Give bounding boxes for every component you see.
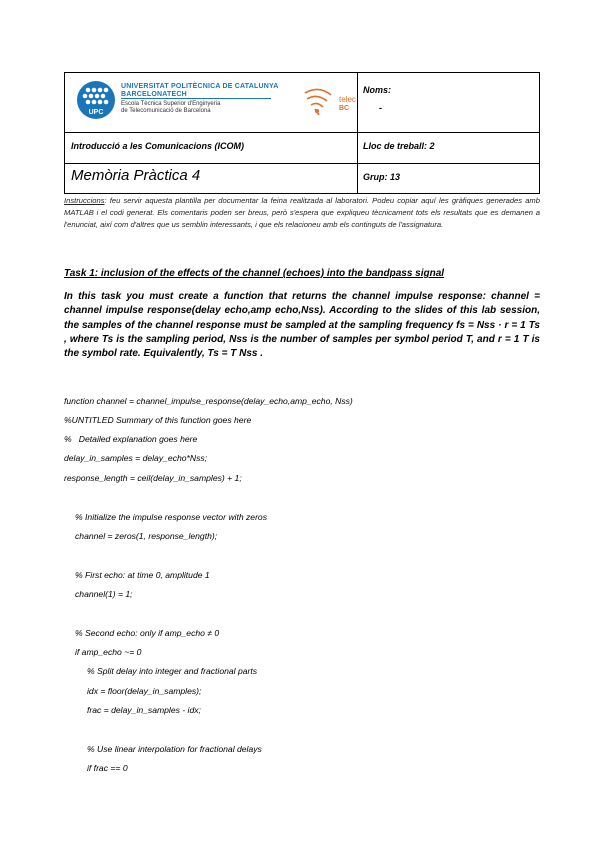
report-title: Memòria Pràctica 4 [71, 167, 201, 184]
code-line: % Use linear interpolation for fractional delays [87, 744, 262, 754]
code-line: function channel = channel_impulse_response(delay_echo,amp_echo, Nss) [64, 396, 353, 406]
course-title: Introducció a les Comunicacions (ICOM) [71, 141, 245, 151]
noms-value: - [379, 103, 382, 113]
instructions-paragraph [64, 195, 540, 231]
workstation-label: Lloc de treball: 2 [363, 141, 435, 151]
instructions-text: : feu servir aquesta plantilla per documentar la feina realitzada al laboratori. Podeu copiar aquí les gràfiques generades amb MATLAB i el codi generat. Els comentaris poden ser breus, però s'espera que expliqueu tècnicament tots els resultats que es demanen a l'enunciat, així com d'altres que us semblin interessants, i que els relacioneu amb els continguts de l'assignatura. [64, 196, 540, 229]
code-line: %UNTITLED Summary of this function goes here [64, 415, 252, 425]
code-line: idx = floor(delay_in_samples); [87, 686, 202, 696]
telecom-logo [297, 79, 355, 129]
code-line: if frac == 0 [87, 763, 128, 773]
header-table [64, 72, 540, 194]
school-name: Escola Tècnica Superior d'Enginyeria de Telecomunicació de Barcelona [121, 101, 221, 114]
code-line: if amp_echo ~= 0 [75, 647, 142, 657]
group-label: Grup: 13 [363, 172, 401, 182]
telecom-logo-text: telec [339, 95, 356, 104]
code-line: % Initialize the impulse response vector with zeros [75, 512, 268, 522]
task-title: Task 1: inclusion of the effects of the channel (echoes) into the bandpass signal [64, 268, 445, 279]
code-line: % Detailed explanation goes here [64, 434, 198, 444]
upc-logo [77, 81, 115, 119]
code-line: % First echo: at time 0, amplitude 1 [75, 570, 210, 580]
code-line: channel = zeros(1, response_length); [75, 531, 218, 541]
code-line: % Split delay into integer and fractional parts [87, 666, 258, 676]
telecom-logo-text-2: BC [339, 105, 350, 112]
instructions-label: Instruccions [64, 196, 105, 205]
task-description: In this task you must create a function that returns the channel impulse response: channel = channel impulse response(delay echo,amp echo,Nss). According to the slides of this lab session, the samples of the channel response must be sampled at the sampling frequency fs = Nss · r = 1 Ts , where Ts is the sampling period, Nss is the number of samples per symbol period T, and r = 1 T is the symbol rate. Equivalently, Ts = T Nss . [64, 291, 540, 360]
code-line: % Second echo: only if amp_echo ≠ 0 [75, 628, 220, 638]
code-line: delay_in_samples = delay_echo*Nss; [64, 453, 208, 463]
code-line: response_length = ceil(delay_in_samples) + 1; [64, 473, 242, 483]
upc-logo-text: UPC [88, 109, 104, 116]
university-name: UNIVERSITAT POLITÈCNICA DE CATALUNYA BARCELONATECH [121, 83, 279, 98]
noms-label: Noms: [363, 85, 392, 95]
code-line: frac = delay_in_samples - idx; [87, 705, 201, 715]
code-line: channel(1) = 1; [75, 589, 133, 599]
